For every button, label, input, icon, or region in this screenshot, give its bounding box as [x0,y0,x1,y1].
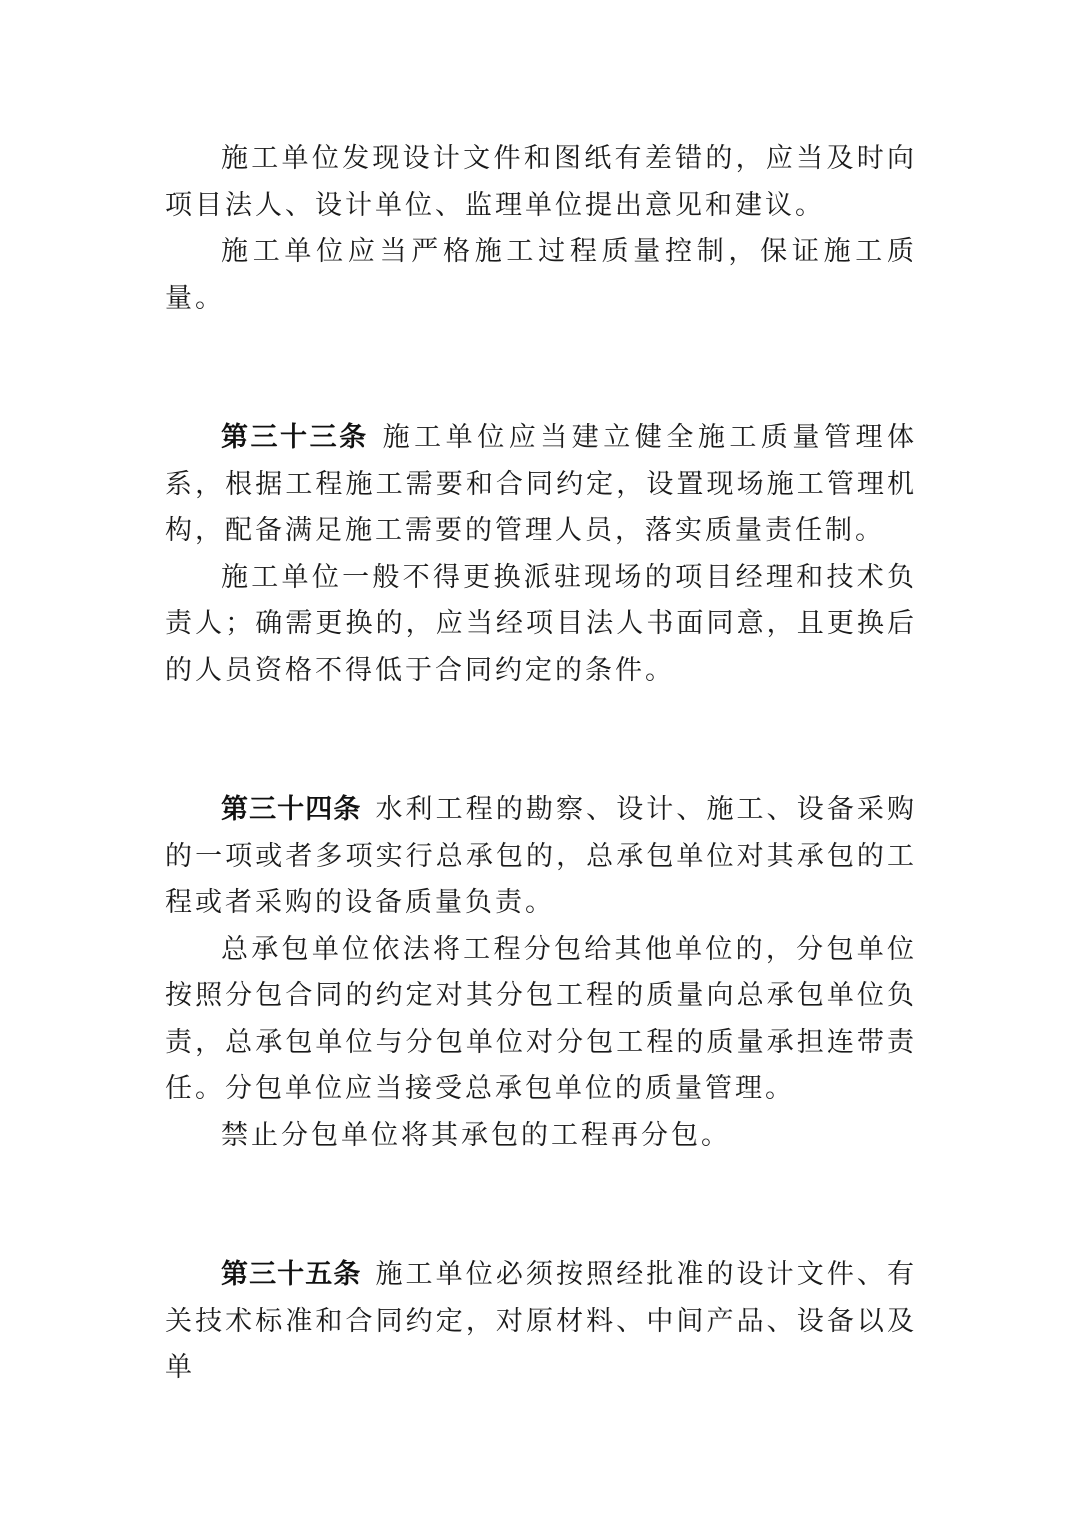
section-gap [165,1159,917,1252]
article-title: 第三十三条 [221,422,369,453]
paragraph: 施工单位发现设计文件和图纸有差错的，应当及时向项目法人、设计单位、监理单位提出意见和建议。 [165,143,917,221]
paragraph: 总承包单位依法将工程分包给其他单位的，分包单位按照分包合同的约定对其分包工程的质量向总承包单位负责，总承包单位与分包单位对分包工程的质量承担连带责任。分包单位应当接受总承包单位的质量管理。 [165,933,917,1104]
section-gap [165,694,917,787]
article-title: 第三十五条 [221,1259,362,1290]
article-text: 施工单位必须按照经批准的设计文件、有关技术标准和合同约定，对原材料、中间产品、设备以及单 [165,1259,918,1383]
article-34 [165,787,917,927]
article-33 [165,415,917,555]
section-gap [165,322,917,415]
paragraph: 禁止分包单位将其承包的工程再分包。 [221,1119,731,1151]
article-text: 施工单位应当建立健全施工质量管理体系，根据工程施工需要和合同约定，设置现场施工管理机构，配备满足施工需要的管理人员，落实质量责任制。 [165,422,918,546]
document-body [165,136,917,1392]
article-text: 水利工程的勘察、设计、施工、设备采购的一项或者多项实行总承包的，总承包单位对其承包的工程或者采购的设备质量负责。 [165,794,918,918]
article-35 [165,1252,917,1392]
paragraph: 施工单位一般不得更换派驻现场的项目经理和技术负责人；确需更换的，应当经项目法人书面同意，且更换后的人员资格不得低于合同约定的条件。 [165,561,917,686]
article-title: 第三十四条 [221,794,362,825]
paragraph: 施工单位应当严格施工过程质量控制，保证施工质量。 [165,236,917,314]
